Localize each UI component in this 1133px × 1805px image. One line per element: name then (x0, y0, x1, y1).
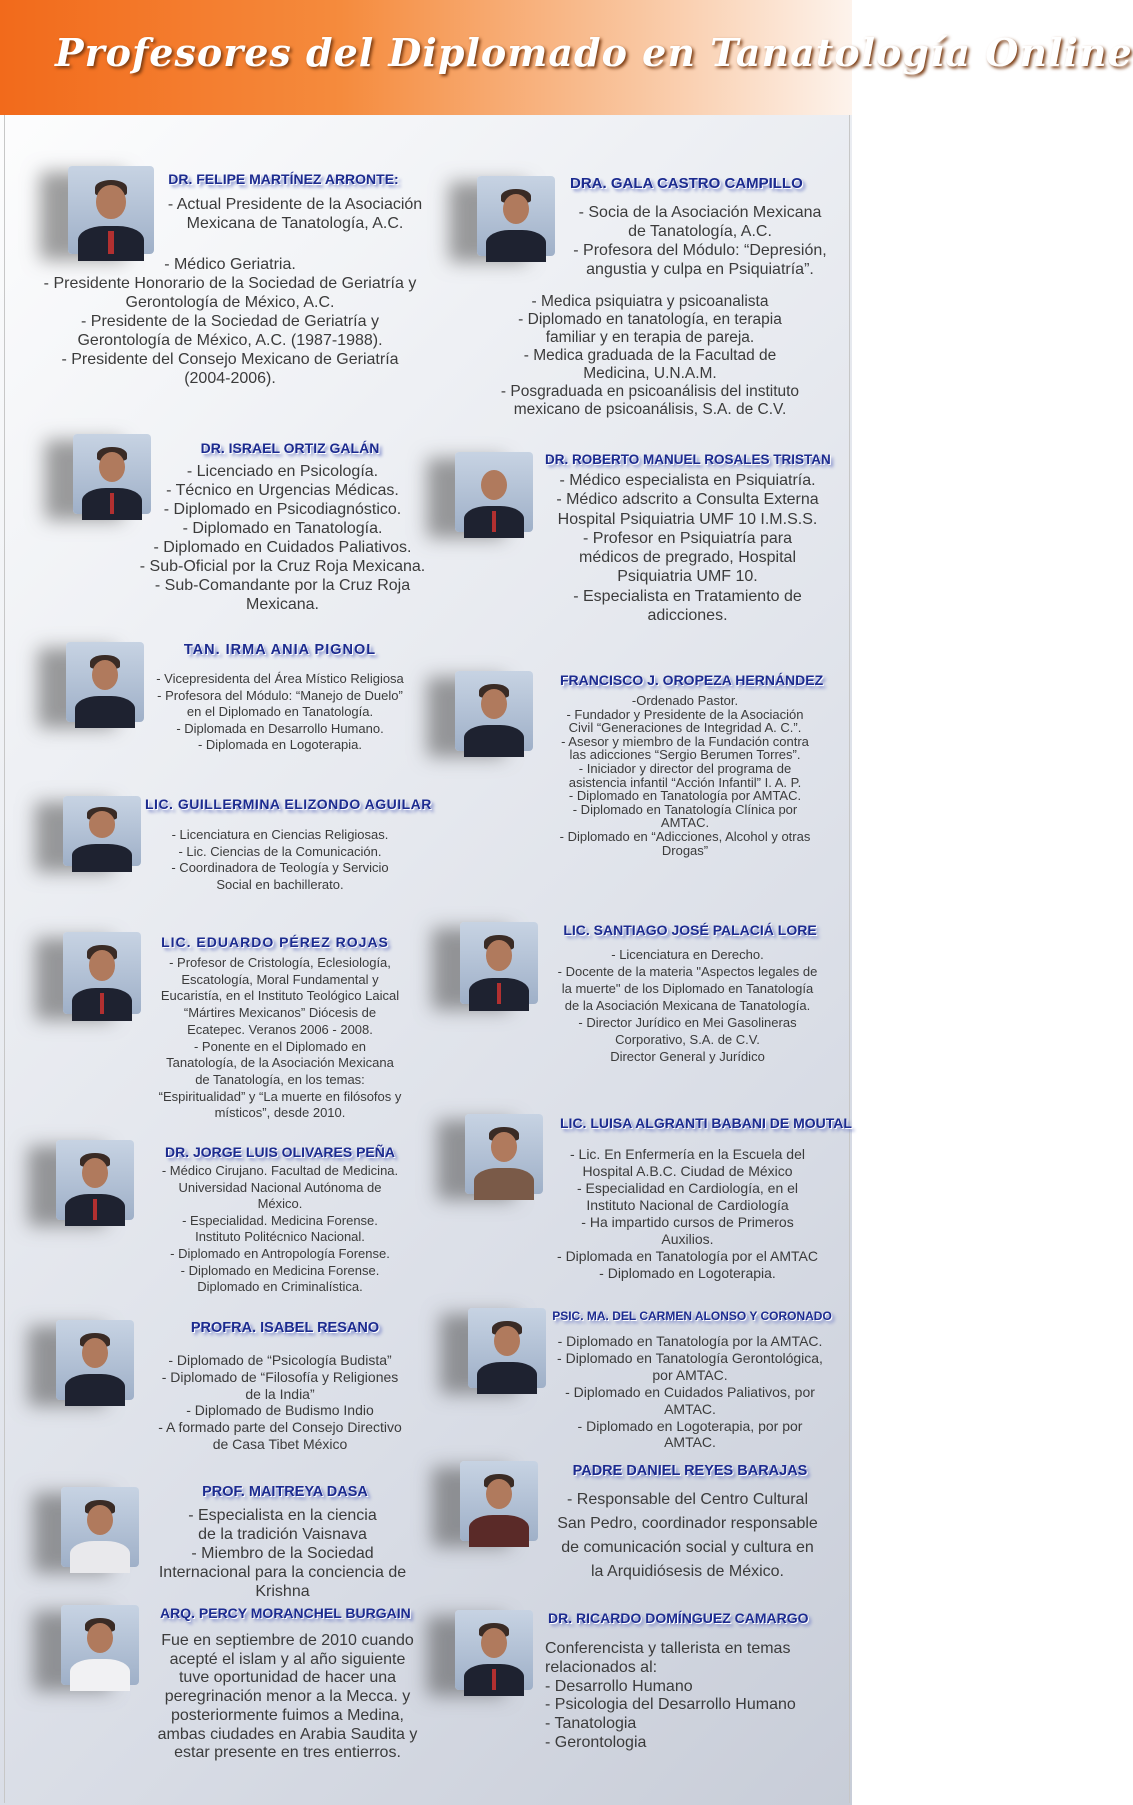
professor-photo (61, 1605, 139, 1685)
professor-bio: - Licenciatura en Ciencias Religiosas. - Lic. Ciencias de la Comunicación. - Coordinadora de Teología y Servicio Social en bachillerato. (171, 827, 389, 892)
header-banner (0, 0, 1133, 115)
professor-photo (460, 922, 538, 1004)
professor-name: PROFRA. ISABEL RESANO (190, 1320, 380, 1336)
professor-bio: - Profesor de Cristología, Eclesiología, Escatología, Moral Fundamental y Eucaristía, en el Instituto Teológico Laical “Mártires Mexicanos” Diócesis de Ecatepec. Veranos 2006 - 2008. - Ponente en el Diplomado en Tanatología, de la Asociación Mexicana de Tanatología, en los temas: “Espiritualidad” y “La muerte en filósofos y místicos”, desde 2010. (158, 955, 402, 1121)
professor-name: ARQ. PERCY MORANCHEL BURGAIN (160, 1605, 411, 1621)
professor-name: DR. FELIPE MARTÍNEZ ARRONTE: (168, 171, 399, 187)
professor-photo (455, 452, 533, 532)
professor-bio: - Médico Geriatria. - Presidente Honorario de la Sociedad de Geriatría y Gerontología de México, A.C. - Presidente de la Sociedad de Geriatría y Gerontología de México, A.C. (1987-1988). - Presidente del Consejo Mexicano de Geriatría (2004-2006). (43, 256, 417, 387)
professor-name: FRANCISCO J. OROPEZA HERNÁNDEZ (560, 672, 824, 688)
professor-name: LIC. LUISA ALGRANTI BABANI DE MOUTAL (560, 1115, 852, 1131)
professor-bio: - Socia de la Asociación Mexicana de Tanatología, A.C. - Profesora del Módulo: “Depresión, angustia y culpa en Psiquiatría”. (573, 204, 827, 278)
professor-photo (460, 1461, 538, 1541)
professor-bio: - Licenciatura en Derecho. - Docente de la materia "Aspectos legales de la muerte" de los Diplomado en Tanatología de la Asociación Mexicana de Tanatología. - Director Jurídico en Mei Gasolineras Corporativo, S.A. de C.V. Director General y Jurídico (557, 947, 818, 1064)
professor-photo (63, 932, 141, 1014)
professor-bio: - Medica psiquiatra y psicoanalista - Diplomado en tanatología, en terapia familiar y en terapia de pareja. - Medica graduada de la Facultad de Medicina, U.N.A.M. - Posgraduada en psicoanálisis del instituto mexicano de psicoanálisis, S.A. de C.V. (500, 293, 800, 418)
professor-name: LIC. GUILLERMINA ELIZONDO AGUILAR (145, 796, 432, 812)
professor-photo (63, 796, 141, 866)
professor-bio: -Ordenado Pastor. - Fundador y Presidente de la Asociación Civil “Generaciones de Integridad A. C.”. - Asesor y miembro de la Fundación contra las adicciones “Sergio Berumen Torres”. - Iniciador y director del programa de asistencia infantil “Acción Infantil” I. A. P. - Diplomado en Tanatología por AMTAC. - Diplomado en Tanatología Clínica por AMTAC. - Diplomado en “Adicciones, Alcohol y otras Drogas” (559, 693, 811, 858)
professor-photo (66, 642, 144, 722)
professor-name: PADRE DANIEL REYES BARAJAS (572, 1463, 808, 1479)
professor-bio: - Actual Presidente de la Asociación Mexicana de Tanatología, A.C. (167, 196, 423, 232)
professor-photo (455, 1610, 533, 1690)
professor-bio: - Médico Cirujano. Facultad de Medicina. Universidad Nacional Autónoma de México. - Especialidad. Medicina Forense. Instituto Politécnico Nacional. - Diplomado en Antropología Forense. - Diplomado en Medicina Forense. Diplomado en Criminalística. (161, 1163, 399, 1295)
professor-name: TAN. IRMA ANIA PIGNOL (183, 642, 377, 658)
professor-photo (477, 176, 555, 256)
professor-bio: - Médico especialista en Psiquiatría. - Médico adscrito a Consulta Externa Hospital Psiquiatria UMF 10 I.M.S.S. - Profesor en Psiquiatría para médicos de pregrado, Hospital Psiquiatria UMF 10. - Especialista en Tratamiento de adicciones. (556, 472, 819, 625)
professor-bio: - Diplomado en Tanatología por la AMTAC. - Diplomado en Tanatología Gerontológica, por AMTAC. - Diplomado en Cuidados Paliativos, por AMTAC. - Diplomado en Logoterapia, por por AMTAC. (557, 1333, 823, 1451)
page-title: Profesores del Diplomado en Tanatología Online (55, 30, 1133, 75)
professor-bio: Fue en septiembre de 2010 cuando acepté el islam y al año siguiente tuve oportunidad de hacer una peregrinación menor a la Mecca. y posteriormente fuimos a Medina, ambas ciudades en Arabia Saudita y estar presente en tres entierros. (157, 1632, 418, 1762)
professor-name: DR. JORGE LUIS OLIVARES PEÑA (165, 1144, 395, 1160)
professor-photo (68, 166, 154, 254)
professor-bio: - Lic. En Enfermería en la Escuela del Hospital A.B.C. Ciudad de México - Especialidad en Cardiología, en el Instituto Nacional de Cardiología - Ha impartido cursos de Primeros Auxilios. - Diplomada en Tanatología por el AMTAC - Diplomado en Logoterapia. (557, 1146, 818, 1281)
professor-name: PSIC. MA. DEL CARMEN ALONSO Y CORONADO (552, 1309, 832, 1323)
professor-name: DR. ISRAEL ORTIZ GALÁN (200, 440, 380, 456)
professor-photo (465, 1114, 543, 1194)
professor-photo (56, 1320, 134, 1400)
professor-photo (468, 1308, 546, 1388)
professor-photo (61, 1487, 139, 1567)
professor-bio: - Diplomado de “Psicología Budista” - Diplomado de “Filosofía y Religiones de la India” - Diplomado de Budismo Indio - A formado parte del Consejo Directivo de Casa Tibet México (158, 1352, 402, 1452)
professor-name: DR. RICARDO DOMÍNGUEZ CAMARGO (548, 1610, 809, 1626)
professor-name: DRA. GALA CASTRO CAMPILLO (570, 175, 803, 192)
professor-bio: - Especialista en la ciencia de la tradición Vaisnava - Miembro de la Sociedad Internacional para la conciencia de Krishna (158, 1507, 407, 1600)
professor-name: PROF. MAITREYA DASA (202, 1484, 368, 1500)
professor-name: LIC. EDUARDO PÉREZ ROJAS (161, 934, 389, 950)
professor-photo (455, 671, 533, 751)
professor-bio: - Responsable del Centro Cultural San Pedro, coordinador responsable de comunicación social y cultura en la Arquidiósesis de México. (557, 1491, 818, 1580)
professor-bio: - Vicepresidenta del Área Místico Religiosa - Profesora del Módulo: “Manejo de Duelo” en el Diplomado en Tanatología. - Diplomada en Desarrollo Humano. - Diplomada en Logoterapia. (156, 671, 404, 752)
professor-name: LIC. SANTIAGO JOSÉ PALACIÁ LORE (563, 922, 817, 938)
professor-name: DR. ROBERTO MANUEL ROSALES TRISTAN (545, 452, 831, 467)
professor-photo (56, 1140, 134, 1220)
professor-bio: - Licenciado en Psicología. - Técnico en Urgencias Médicas. - Diplomado en Psicodiagnóstico. - Diplomado en Tanatología. - Diplomado en Cuidados Paliativos. - Sub-Oficial por la Cruz Roja Mexicana. - Sub-Comandante por la Cruz Roja Mexicana. (139, 463, 426, 613)
professor-bio: Conferencista y tallerista en temas relacionados al: - Desarrollo Humano - Psicologia del Desarrollo Humano - Tanatologia - Gerontologia (545, 1640, 796, 1751)
